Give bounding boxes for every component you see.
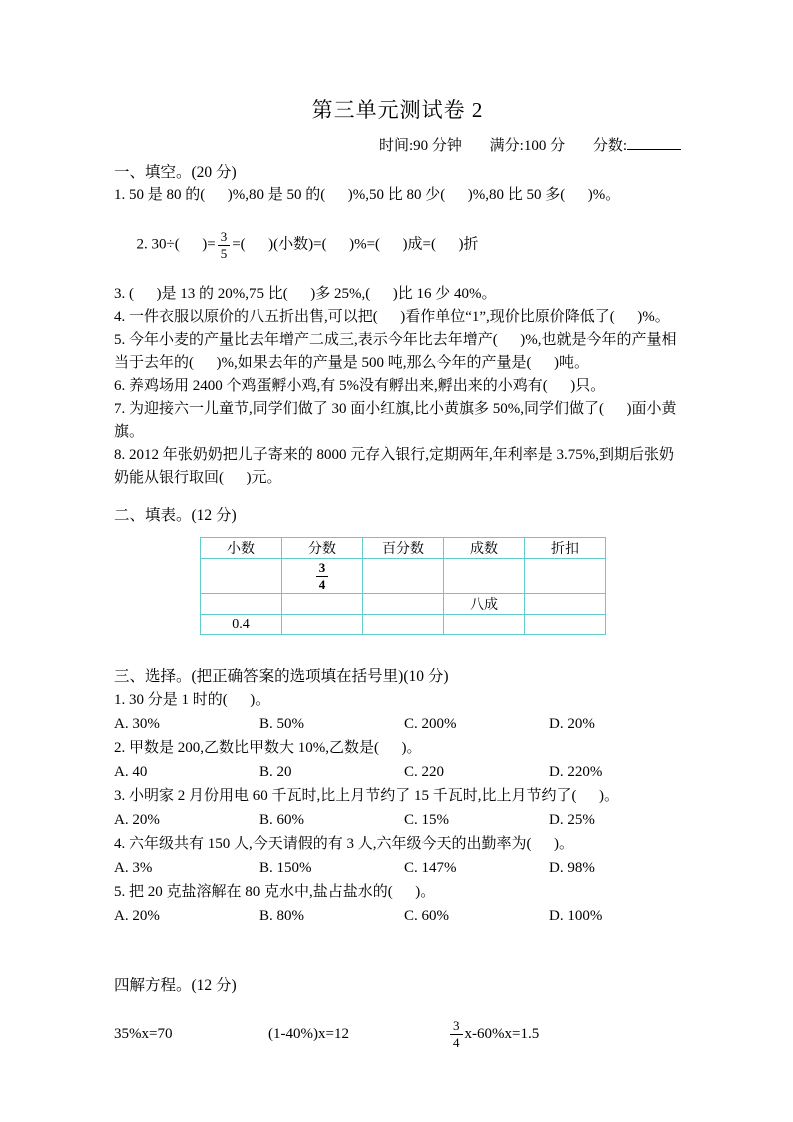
choice-option-d: D. 220% [549,764,603,781]
equation-1: 35%x=70 [114,1025,173,1042]
choice-option-c: C. 200% [404,716,457,733]
exam-meta [114,134,681,155]
fill-question-6: 6. 养鸡场用 2400 个鸡蛋孵小鸡,有 5%没有孵出来,孵出来的小鸡有( )只。 [114,378,606,395]
fraction-numerator: 3 [218,230,231,246]
table-cell-empty [444,559,525,594]
choice-option-b: B. 80% [259,908,304,925]
col-header-chengshu: 成数 [444,538,525,559]
fill-question-4: 4. 一件衣服以原价的八五折出售,可以把( )看作单位“1”,现价比原价降低了( )%。 [114,309,670,326]
equation-3 [448,1019,539,1049]
equation-2: (1-40%)x=12 [268,1025,349,1042]
choice-option-d: D. 20% [549,716,595,733]
equation-3-rest: x-60%x=1.5 [464,1025,540,1042]
table-row-fraction [201,559,606,594]
fill-question-2-after: =( )(小数)=( )%=( )成=( )折 [232,236,479,253]
fill-question-1: 1. 50 是 80 的( )%,80 是 50 的( )%,50 比 80 少( )%,80 比 50 多( )%。 [114,187,621,203]
table-cell-empty [201,594,282,615]
choice-question-3: 3. 小明家 2 月份用电 60 千瓦时,比上月节约了 15 千瓦时,比上月节约了( )。 [114,788,619,805]
fill-in-table [200,537,606,635]
table-cell-empty [525,594,606,615]
section-equations [114,974,681,1049]
table-row-decimal [201,615,606,635]
table-row-chengshu [201,594,606,615]
score-blank-line [627,134,681,150]
table-header-row [201,538,606,559]
choice-option-b: B. 150% [259,860,312,877]
fraction-3-4 [450,1019,463,1049]
table-cell-decimal: 0.4 [201,615,282,635]
choice-options-5 [114,904,681,928]
col-header-discount: 折扣 [525,538,606,559]
section-2-heading: 二、填表。(12 分) [114,507,237,525]
equations-row [114,1019,681,1049]
choice-option-c: C. 60% [404,908,449,925]
fraction-3-5 [218,230,231,260]
choice-option-a: A. 3% [114,860,153,877]
fill-question-5: 5. 今年小麦的产量比去年增产二成三,表示今年比去年增产( )%,也就是今年的产量相当于去年的( )%,如果去年的产量是 500 吨,那么今年的产量是( )吨。 [114,332,677,372]
time-label: 时间:90 分钟 [378,138,462,154]
section-multiple-choice [114,665,681,928]
choice-options-2 [114,760,681,784]
choice-option-a: A. 40 [114,764,148,781]
choice-option-c: C. 147% [404,860,457,877]
table-cell-empty [201,559,282,594]
choice-option-c: C. 15% [404,812,449,829]
fraction-denominator: 4 [453,1034,460,1050]
section-3-heading: 三、选择。(把正确答案的选项填在括号里)(10 分) [114,668,449,686]
fraction-denominator: 4 [318,576,326,592]
choice-options-4 [114,856,681,880]
table-cell-empty [363,559,444,594]
choice-option-b: B. 60% [259,812,304,829]
table-cell-fraction [282,559,363,594]
col-header-decimal: 小数 [201,538,282,559]
fraction-3-4 [316,561,329,591]
choice-options-1 [114,712,681,736]
choice-option-d: D. 100% [549,908,603,925]
choice-option-d: D. 98% [549,860,595,877]
choice-question-5: 5. 把 20 克盐溶解在 80 克水中,盐占盐水的( )。 [114,884,436,901]
section-1-heading: 一、填空。(20 分) [114,164,237,181]
fill-question-2-before: 2. 30÷( )= [136,236,216,253]
table-cell-empty [363,594,444,615]
col-header-fraction: 分数 [282,538,363,559]
fill-question-8: 8. 2012 年张奶奶把儿子寄来的 8000 元存入银行,定期两年,年利率是 3.75%,到期后张奶奶能从银行取回( )元。 [114,447,674,487]
section-fill-table [114,504,681,635]
fraction-denominator: 5 [220,245,228,261]
choice-option-a: A. 30% [114,716,160,733]
choice-option-a: A. 20% [114,908,160,925]
fill-question-7: 7. 为迎接六一儿童节,同学们做了 30 面小红旗,比小黄旗多 50%,同学们做了( )面小黄旗。 [114,401,677,441]
choice-option-a: A. 20% [114,812,160,829]
choice-option-b: B. 20 [259,764,292,781]
table-cell-empty [525,559,606,594]
choice-option-d: D. 25% [549,812,595,829]
table-cell-empty [525,615,606,635]
table-cell-empty [363,615,444,635]
table-cell-empty [282,615,363,635]
total-score-label: 满分:100 分 [489,138,566,154]
score-label: 分数: [592,138,627,154]
choice-question-1: 1. 30 分是 1 时的( )。 [114,692,271,709]
section-fill-blanks [114,161,681,490]
section-4-heading: 四解方程。(12 分) [114,977,237,995]
choice-question-2: 2. 甲数是 200,乙数比甲数大 10%,乙数是( )。 [114,740,422,757]
fraction-numerator: 3 [450,1019,463,1035]
table-cell-empty [444,615,525,635]
choice-option-b: B. 50% [259,716,304,733]
table-cell-empty [282,594,363,615]
fraction-numerator: 3 [316,561,329,577]
choice-question-4: 4. 六年级共有 150 人,今天请假的有 3 人,六年级今天的出勤率为( )。 [114,836,574,853]
table-cell-chengshu: 八成 [444,594,525,615]
col-header-percent: 百分数 [363,538,444,559]
fill-question-3: 3. ( )是 13 的 20%,75 比( )多 25%,( )比 16 少 40%。 [114,286,497,303]
choice-option-c: C. 220 [404,764,445,781]
page-title: 第三单元测试卷 2 [311,98,484,122]
choice-options-3 [114,808,681,832]
fill-question-2 [114,207,681,283]
